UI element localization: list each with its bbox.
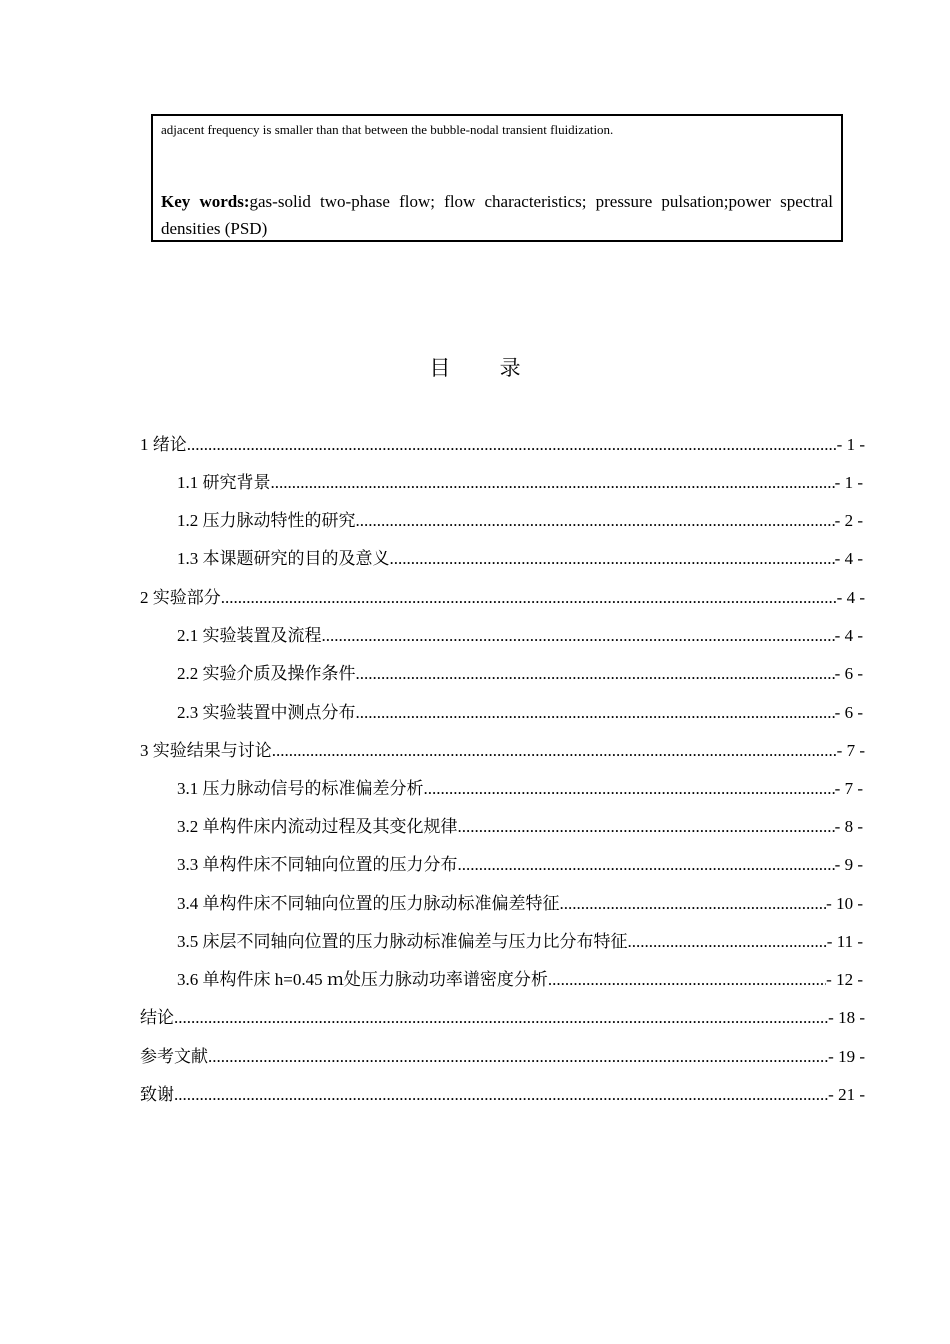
toc-entry-page: - 1 -: [836, 435, 865, 454]
toc-entry-1-1[interactable]: [177, 470, 863, 496]
toc-leader-dots: [390, 546, 835, 572]
toc-entry-references[interactable]: [140, 1044, 865, 1070]
toc-entry-3[interactable]: [140, 738, 865, 764]
toc-entry-label: 1.1 研究背景: [177, 473, 271, 492]
toc-leader-dots: [208, 1044, 828, 1070]
toc-entry-label: 1.3 本课题研究的目的及意义: [177, 549, 390, 568]
keywords-text: gas-solid two-phase flow; flow characteristics; pressure pulsation;power spectral densities (PSD): [161, 192, 833, 238]
toc-entry-label: 3.5 床层不同轴向位置的压力脉动标准偏差与压力比分布特征: [177, 932, 628, 951]
toc-entry-page: - 4 -: [836, 588, 865, 607]
toc-entry-page: - 11 -: [826, 932, 863, 951]
toc-entry-label: 3.6 单构件床 h=0.45 ｍ处压力脉动功率谱密度分析: [177, 970, 548, 989]
toc-entry-label: 2.3 实验装置中测点分布: [177, 703, 356, 722]
toc-entry-label: 3.4 单构件床不同轴向位置的压力脉动标准偏差特征: [177, 894, 560, 913]
toc-entry-label: 2.2 实验介质及操作条件: [177, 664, 356, 683]
toc-entry-1-2[interactable]: [177, 508, 863, 534]
toc-entry-3-6[interactable]: [177, 967, 863, 993]
keywords-label: Key words:: [161, 192, 250, 211]
toc-leader-dots: [187, 432, 837, 458]
toc-leader-dots: [356, 661, 835, 687]
toc-entry-page: - 2 -: [834, 511, 863, 530]
abstract-box: [151, 114, 843, 242]
toc-entry-page: - 9 -: [834, 855, 863, 874]
toc-entry-page: - 19 -: [828, 1047, 865, 1066]
toc-entry-3-3[interactable]: [177, 852, 863, 878]
toc-entry-page: - 18 -: [828, 1008, 865, 1027]
toc-entry-2[interactable]: [140, 585, 865, 611]
abstract-tail-text: adjacent frequency is smaller than that between the bubble-nodal transient fluidization.: [161, 122, 614, 137]
toc-entry-acknowledgements[interactable]: [140, 1082, 865, 1108]
toc-entry-2-2[interactable]: [177, 661, 863, 687]
toc-leader-dots: [424, 776, 835, 802]
toc-entry-conclusion[interactable]: [140, 1005, 865, 1031]
toc-entry-label: 1.2 压力脉动特性的研究: [177, 511, 356, 530]
toc-leader-dots: [174, 1005, 828, 1031]
toc-entry-2-3[interactable]: [177, 700, 863, 726]
toc-entry-page: - 12 -: [826, 970, 863, 989]
toc-entry-3-1[interactable]: [177, 776, 863, 802]
toc-entry-label: 3.2 单构件床内流动过程及其变化规律: [177, 817, 458, 836]
toc-entry-label: 致谢: [140, 1085, 174, 1104]
toc-entry-2-1[interactable]: [177, 623, 863, 649]
toc-leader-dots: [560, 891, 827, 917]
toc-leader-dots: [356, 508, 835, 534]
toc-leader-dots: [548, 967, 826, 993]
toc-entry-1[interactable]: [140, 432, 865, 458]
toc-leader-dots: [458, 852, 835, 878]
toc-entry-page: - 8 -: [834, 817, 863, 836]
toc-entry-label: 结论: [140, 1008, 174, 1027]
toc-entry-3-2[interactable]: [177, 814, 863, 840]
toc-leader-dots: [174, 1082, 828, 1108]
toc-entry-3-5[interactable]: [177, 929, 863, 955]
toc-leader-dots: [628, 929, 827, 955]
toc-title: 目 录: [429, 356, 543, 380]
toc-leader-dots: [458, 814, 835, 840]
toc-leader-dots: [356, 700, 835, 726]
toc-entry-label: 2 实验部分: [140, 588, 221, 607]
toc-entry-page: - 1 -: [834, 473, 863, 492]
toc-entry-page: - 10 -: [826, 894, 863, 913]
toc-leader-dots: [221, 585, 837, 611]
toc-entry-label: 参考文献: [140, 1047, 208, 1066]
toc-entry-label: 1 绪论: [140, 435, 187, 454]
toc-entry-page: - 6 -: [834, 664, 863, 683]
toc-entry-label: 2.1 实验装置及流程: [177, 626, 322, 645]
toc-entry-page: - 4 -: [834, 549, 863, 568]
toc-entry-page: - 7 -: [834, 779, 863, 798]
toc-entry-3-4[interactable]: [177, 891, 863, 917]
toc-leader-dots: [272, 738, 837, 764]
toc-entry-1-3[interactable]: [177, 546, 863, 572]
toc-entry-label: 3 实验结果与讨论: [140, 741, 272, 760]
toc-entry-page: - 21 -: [828, 1085, 865, 1104]
toc-entry-label: 3.1 压力脉动信号的标准偏差分析: [177, 779, 424, 798]
keywords-paragraph: [161, 188, 833, 242]
toc-leader-dots: [271, 470, 835, 496]
toc-entry-page: - 4 -: [834, 626, 863, 645]
toc-entry-label: 3.3 单构件床不同轴向位置的压力分布: [177, 855, 458, 874]
toc-entry-page: - 7 -: [836, 741, 865, 760]
toc-leader-dots: [322, 623, 835, 649]
toc-entry-page: - 6 -: [834, 703, 863, 722]
